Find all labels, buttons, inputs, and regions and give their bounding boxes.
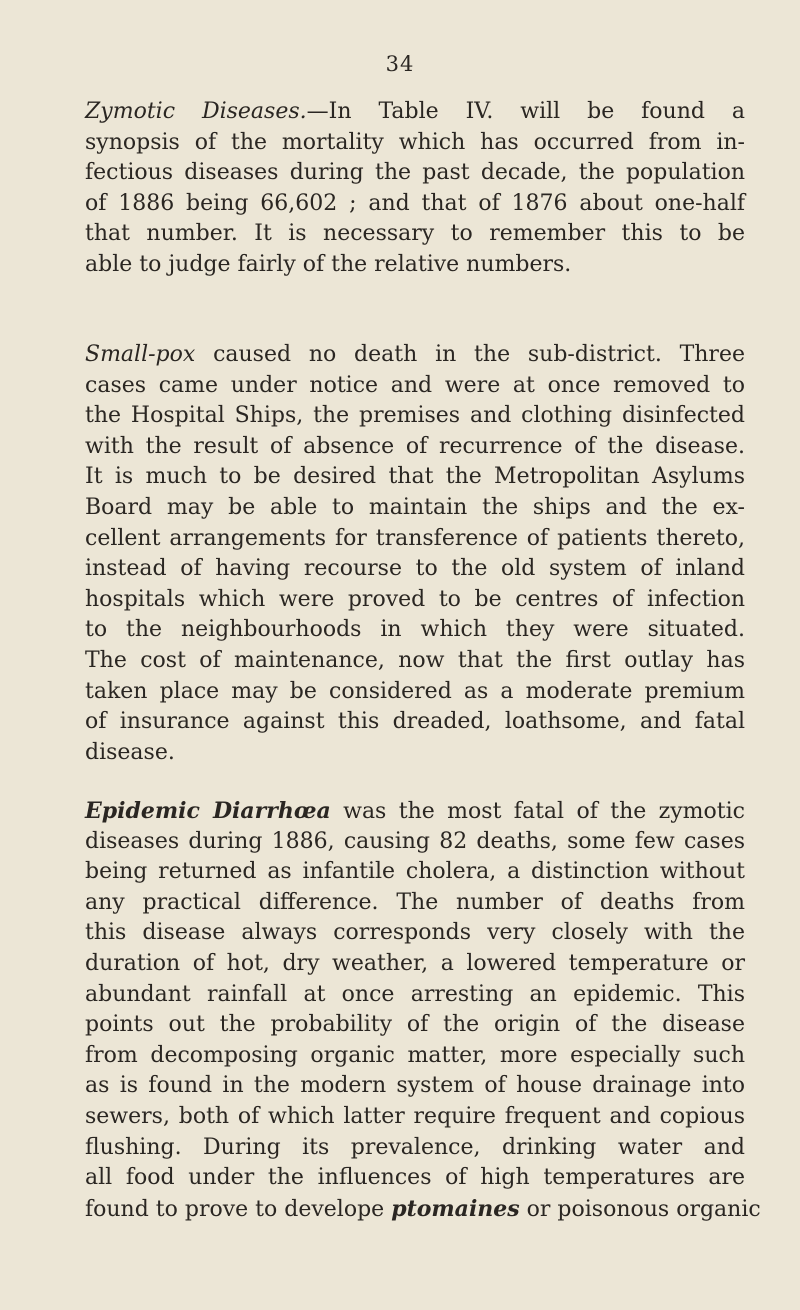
page-number: 34	[385, 52, 415, 76]
paragraph-heading: Epidemic Diarrhœa	[85, 798, 331, 824]
text-line: sewers, both of which latter require frequent and copious	[85, 1103, 745, 1129]
text-line: found to prove to develope ptomaines or poisonous organic	[85, 1195, 761, 1222]
text-line: the Hospital Ships, the premises and clothing disinfected	[85, 403, 745, 429]
paragraph-zymotic-diseases	[85, 97, 745, 281]
text-line: cases came under notice and were at once removed to	[85, 372, 745, 398]
paragraph-heading: Small-pox	[85, 342, 196, 367]
text-line: being returned as infantile cholera, a distinction without	[85, 859, 745, 885]
text-line: Epidemic Diarrhœa was the most fatal of the zymotic	[85, 798, 745, 824]
text-line: diseases during 1886, causing 82 deaths, some few cases	[85, 828, 745, 854]
text-line: of 1886 being 66,602 ; and that of 1876 about one-half	[85, 190, 745, 216]
paragraph-small-pox	[85, 340, 745, 768]
text-line: Zymotic Diseases.—In Table IV. will be found a	[85, 99, 745, 124]
text-line: to the neighbourhoods in which they were situated.	[85, 617, 745, 643]
text-line: cellent arrangements for transference of patients thereto,	[85, 525, 745, 551]
text-line: instead of having recourse to the old system of inland	[85, 556, 745, 582]
text-line: abundant rainfall at once arresting an epidemic. This	[85, 981, 745, 1007]
text-line: from decomposing organic matter, more especially such	[85, 1042, 745, 1068]
text-line: Small-pox caused no death in the sub-district. Three	[85, 342, 745, 367]
text-line: all food under the influences of high temperatures are	[85, 1165, 745, 1191]
text-line: any practical difference. The number of deaths from	[85, 889, 745, 915]
paragraph-epidemic-diarrhoea	[85, 796, 761, 1224]
text-line: flushing. During its prevalence, drinking water and	[85, 1134, 745, 1160]
text-line: of insurance against this dreaded, loathsome, and fatal	[85, 709, 745, 735]
paragraph-heading: Zymotic Diseases.	[85, 99, 307, 124]
text-line: fectious diseases during the past decade, the population	[85, 160, 745, 186]
text-line: points out the probability of the origin of the disease	[85, 1012, 745, 1038]
text-line: hospitals which were proved to be centres of infection	[85, 586, 745, 612]
text-line: with the result of absence of recurrence of the disease.	[85, 433, 745, 459]
text-line: that number. It is necessary to remember this to be	[85, 221, 745, 247]
text-line: taken place may be considered as a moderate premium	[85, 678, 745, 704]
text-line: disease.	[85, 739, 175, 765]
text-line: as is found in the modern system of house drainage into	[85, 1073, 745, 1099]
text-line: Board may be able to maintain the ships and the ex-	[85, 494, 745, 520]
text-line: synopsis of the mortality which has occurred from in-	[85, 129, 745, 155]
text-line: this disease always corresponds very closely with the	[85, 920, 745, 946]
text-line: The cost of maintenance, now that the first outlay has	[85, 647, 745, 673]
inline-italic-term: ptomaines	[391, 1195, 520, 1222]
text-line: duration of hot, dry weather, a lowered temperature or	[85, 950, 745, 976]
text-line: able to judge fairly of the relative numbers.	[85, 251, 572, 277]
text-line: It is much to be desired that the Metropolitan Asylums	[85, 464, 745, 490]
